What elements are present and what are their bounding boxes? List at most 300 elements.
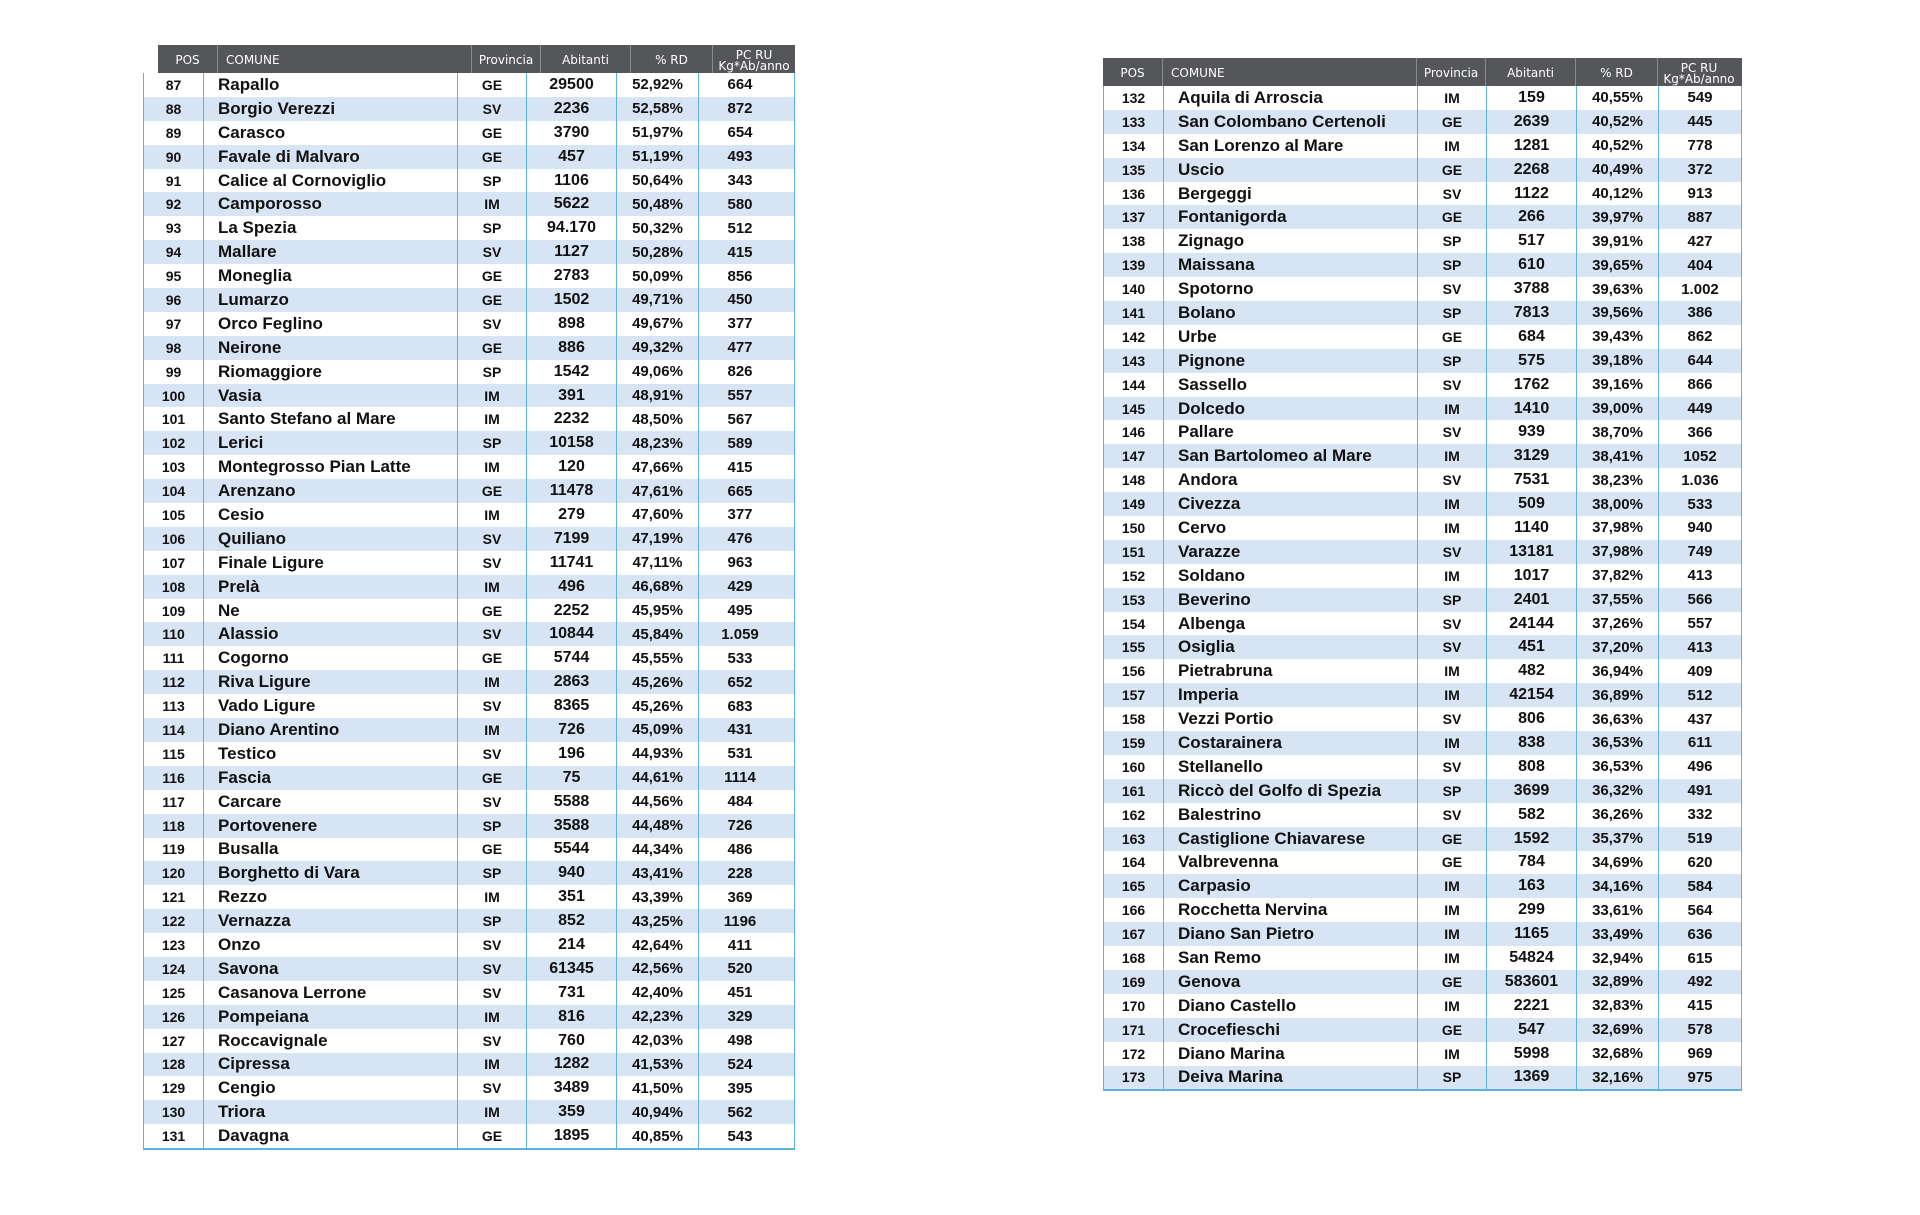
cell-provincia: IM [458, 718, 527, 742]
cell-rd: 45,55% [617, 646, 699, 670]
cell-pos: 103 [144, 455, 204, 479]
cell-pos: 113 [144, 694, 204, 718]
table-row [1104, 420, 1741, 444]
cell-rd: 36,94% [1577, 659, 1659, 683]
cell-pos: 148 [1104, 468, 1164, 492]
cell-rd: 40,94% [617, 1100, 699, 1124]
cell-rd: 45,26% [617, 694, 699, 718]
cell-comune: Cesio [204, 503, 458, 527]
table-row [1104, 827, 1741, 851]
cell-provincia: SV [458, 1076, 527, 1100]
cell-pos: 138 [1104, 229, 1164, 253]
table-row [1104, 851, 1741, 875]
cell-abitanti: 163 [1487, 874, 1577, 898]
cell-comune: Diano San Pietro [1164, 922, 1418, 946]
cell-pc: 415 [727, 458, 753, 476]
cell-provincia: IM [1418, 922, 1487, 946]
cell-abitanti: 3790 [527, 121, 617, 145]
cell-abitanti: 24144 [1487, 612, 1577, 636]
cell-abitanti: 1017 [1487, 564, 1577, 588]
cell-rd: 40,85% [617, 1124, 699, 1148]
cell-provincia: SP [1418, 779, 1487, 803]
cell-pc: 580 [727, 195, 753, 213]
cell-abitanti: 7199 [527, 527, 617, 551]
ranking-table-left [143, 45, 795, 1150]
cell-rd: 37,26% [1577, 612, 1659, 636]
cell-pc: 332 [1687, 806, 1713, 824]
cell-comune: Riccò del Golfo di Spezia [1164, 779, 1418, 803]
cell-rd: 41,50% [617, 1076, 699, 1100]
cell-comune: Camporosso [204, 192, 458, 216]
cell-pc: 329 [727, 1008, 753, 1026]
cell-comune: San Bartolomeo al Mare [1164, 444, 1418, 468]
cell-pc: 564 [1687, 901, 1713, 919]
cell-pc: 620 [1687, 853, 1713, 871]
cell-rd: 32,69% [1577, 1018, 1659, 1042]
cell-pc: 431 [727, 721, 753, 739]
cell-rd: 36,53% [1577, 731, 1659, 755]
cell-provincia: SV [1418, 707, 1487, 731]
cell-pc: 636 [1687, 925, 1713, 943]
cell-comune: Diano Castello [1164, 994, 1418, 1018]
cell-provincia: IM [1418, 898, 1487, 922]
cell-pos: 101 [144, 407, 204, 431]
cell-provincia: GE [458, 479, 527, 503]
cell-comune: Pompeiana [204, 1005, 458, 1029]
cell-comune: Orco Feglino [204, 312, 458, 336]
cell-pos: 164 [1104, 851, 1164, 875]
cell-pc: 1.002 [1681, 280, 1719, 298]
cell-provincia: SV [458, 622, 527, 646]
cell-pos: 155 [1104, 635, 1164, 659]
cell-provincia: SP [458, 909, 527, 933]
cell-pc: 429 [727, 578, 753, 596]
cell-comune: Finale Ligure [204, 551, 458, 575]
cell-provincia: SP [458, 169, 527, 193]
cell-comune: Cogorno [204, 646, 458, 670]
cell-comune: Pietrabruna [1164, 659, 1418, 683]
cell-provincia: SP [458, 216, 527, 240]
cell-pos: 95 [144, 264, 204, 288]
cell-comune: Crocefieschi [1164, 1018, 1418, 1042]
cell-pc: 887 [1687, 208, 1713, 226]
table-row [144, 336, 794, 360]
cell-pc: 826 [727, 363, 753, 381]
cell-provincia: GE [458, 599, 527, 623]
cell-rd: 44,34% [617, 838, 699, 862]
cell-pos: 165 [1104, 874, 1164, 898]
table-row [144, 360, 794, 384]
cell-pos: 88 [144, 97, 204, 121]
cell-provincia: IM [458, 384, 527, 408]
cell-pc: 652 [727, 673, 753, 691]
cell-pos: 151 [1104, 540, 1164, 564]
cell-pos: 169 [1104, 970, 1164, 994]
cell-pc: 1.036 [1681, 471, 1719, 489]
cell-pos: 163 [1104, 827, 1164, 851]
cell-provincia: GE [458, 336, 527, 360]
cell-rd: 45,09% [617, 718, 699, 742]
cell-rd: 42,23% [617, 1005, 699, 1029]
table-row [1104, 1042, 1741, 1066]
cell-provincia: SV [1418, 277, 1487, 301]
cell-abitanti: 5998 [1487, 1042, 1577, 1066]
cell-comune: Pignone [1164, 349, 1418, 373]
table-row [1104, 540, 1741, 564]
table-row [144, 1005, 794, 1029]
cell-rd: 38,00% [1577, 492, 1659, 516]
cell-pos: 100 [144, 384, 204, 408]
cell-abitanti: 359 [527, 1100, 617, 1124]
cell-abitanti: 5744 [527, 646, 617, 670]
cell-rd: 42,03% [617, 1029, 699, 1053]
cell-rd: 36,63% [1577, 707, 1659, 731]
cell-rd: 45,95% [617, 599, 699, 623]
cell-rd: 34,69% [1577, 851, 1659, 875]
table-row [1104, 683, 1741, 707]
cell-pos: 170 [1104, 994, 1164, 1018]
cell-pos: 124 [144, 957, 204, 981]
cell-abitanti: 8365 [527, 694, 617, 718]
cell-abitanti: 575 [1487, 349, 1577, 373]
cell-rd: 32,89% [1577, 970, 1659, 994]
cell-comune: Triora [204, 1100, 458, 1124]
cell-provincia: SV [458, 790, 527, 814]
cell-rd: 35,37% [1577, 827, 1659, 851]
cell-provincia: SV [458, 551, 527, 575]
cell-pc: 484 [727, 793, 753, 811]
cell-provincia: IM [1418, 994, 1487, 1018]
cell-pc: 476 [727, 530, 753, 548]
cell-abitanti: 42154 [1487, 683, 1577, 707]
cell-provincia: SV [1418, 803, 1487, 827]
cell-pos: 116 [144, 766, 204, 790]
cell-pc: 415 [727, 243, 753, 261]
cell-comune: Cipressa [204, 1053, 458, 1077]
cell-rd: 38,23% [1577, 468, 1659, 492]
cell-rd: 42,64% [617, 933, 699, 957]
cell-pc: 866 [1687, 376, 1713, 394]
header-pc [713, 45, 795, 73]
table-row [144, 575, 794, 599]
cell-provincia: GE [1418, 325, 1487, 349]
cell-pos: 94 [144, 240, 204, 264]
cell-pos: 167 [1104, 922, 1164, 946]
header-pc-line2: Kg*Ab/anno [718, 58, 790, 73]
cell-pos: 137 [1104, 205, 1164, 229]
cell-rd: 44,93% [617, 742, 699, 766]
table-row [144, 288, 794, 312]
table-row [144, 599, 794, 623]
cell-provincia: GE [458, 264, 527, 288]
header-provincia: Provincia [1417, 58, 1486, 86]
table-row [144, 909, 794, 933]
table-row [144, 718, 794, 742]
cell-provincia: IM [458, 885, 527, 909]
cell-pos: 107 [144, 551, 204, 575]
header-pos: POS [158, 45, 218, 73]
table-row [144, 121, 794, 145]
cell-abitanti: 1410 [1487, 397, 1577, 421]
cell-provincia: IM [1418, 683, 1487, 707]
cell-comune: Fontanigorda [1164, 205, 1418, 229]
cell-pos: 98 [144, 336, 204, 360]
cell-pc: 343 [727, 172, 753, 189]
cell-rd: 43,41% [617, 861, 699, 885]
cell-pos: 161 [1104, 779, 1164, 803]
cell-comune: Davagna [204, 1124, 458, 1148]
cell-abitanti: 61345 [527, 957, 617, 981]
header-comune: COMUNE [1163, 58, 1417, 86]
cell-pc: 969 [1687, 1045, 1713, 1063]
cell-rd: 36,32% [1577, 779, 1659, 803]
cell-rd: 32,94% [1577, 946, 1659, 970]
cell-abitanti: 838 [1487, 731, 1577, 755]
cell-pos: 143 [1104, 349, 1164, 373]
cell-abitanti: 7813 [1487, 301, 1577, 325]
cell-abitanti: 939 [1487, 420, 1577, 444]
table-row [144, 933, 794, 957]
cell-comune: Imperia [1164, 683, 1418, 707]
cell-provincia: SP [458, 431, 527, 455]
cell-pos: 146 [1104, 420, 1164, 444]
cell-pc: 1052 [1683, 447, 1717, 465]
cell-comune: Busalla [204, 838, 458, 862]
cell-abitanti: 2268 [1487, 158, 1577, 182]
cell-comune: Stellanello [1164, 755, 1418, 779]
cell-rd: 38,41% [1577, 444, 1659, 468]
cell-pos: 171 [1104, 1018, 1164, 1042]
cell-pos: 139 [1104, 253, 1164, 277]
cell-comune: Civezza [1164, 492, 1418, 516]
header-abitanti: Abitanti [1486, 58, 1576, 86]
table-row [144, 1100, 794, 1124]
cell-provincia: IM [1418, 444, 1487, 468]
table-row [144, 431, 794, 455]
cell-abitanti: 5622 [527, 192, 617, 216]
cell-rd: 49,06% [617, 360, 699, 384]
cell-comune: Castiglione Chiavarese [1164, 827, 1418, 851]
cell-provincia: GE [458, 766, 527, 790]
header-pc-line1: PC RU [735, 47, 773, 62]
cell-comune: Alassio [204, 622, 458, 646]
cell-pos: 166 [1104, 898, 1164, 922]
cell-pc: 549 [1687, 89, 1713, 107]
cell-comune: Rezzo [204, 885, 458, 909]
cell-abitanti: 940 [527, 861, 617, 885]
cell-abitanti: 7531 [1487, 468, 1577, 492]
cell-comune: Santo Stefano al Mare [204, 407, 458, 431]
cell-comune: Prelà [204, 575, 458, 599]
table-row [1104, 86, 1741, 110]
cell-pos: 104 [144, 479, 204, 503]
cell-abitanti: 806 [1487, 707, 1577, 731]
cell-pos: 115 [144, 742, 204, 766]
cell-pc: 228 [727, 864, 753, 882]
cell-provincia: SP [458, 360, 527, 384]
cell-pos: 99 [144, 360, 204, 384]
cell-abitanti: 214 [527, 933, 617, 957]
cell-provincia: SV [458, 933, 527, 957]
cell-pc: 1196 [723, 912, 757, 930]
table-row [144, 216, 794, 240]
cell-abitanti: 1165 [1487, 922, 1577, 946]
cell-rd: 45,84% [617, 622, 699, 646]
cell-comune: Riomaggiore [204, 360, 458, 384]
cell-pc: 589 [727, 434, 753, 452]
table-row [144, 1124, 794, 1148]
table-row [144, 957, 794, 981]
cell-provincia: SV [458, 240, 527, 264]
cell-pos: 136 [1104, 182, 1164, 206]
header-abitanti: Abitanti [541, 45, 631, 73]
cell-pos: 132 [1104, 86, 1164, 110]
cell-pc: 496 [1687, 758, 1713, 776]
cell-comune: Onzo [204, 933, 458, 957]
cell-pos: 133 [1104, 110, 1164, 134]
cell-comune: Pallare [1164, 420, 1418, 444]
table-row [144, 885, 794, 909]
cell-rd: 40,49% [1577, 158, 1659, 182]
cell-pc: 665 [727, 482, 753, 500]
cell-pos: 106 [144, 527, 204, 551]
cell-pc: 404 [1687, 256, 1713, 274]
cell-pc: 963 [727, 554, 753, 572]
table-row [144, 646, 794, 670]
cell-comune: Vernazza [204, 909, 458, 933]
cell-comune: Spotorno [1164, 277, 1418, 301]
header-pos: POS [1103, 58, 1163, 86]
table-row [1104, 182, 1741, 206]
table-row [1104, 301, 1741, 325]
cell-pc: 654 [727, 124, 753, 142]
cell-pos: 154 [1104, 612, 1164, 636]
table-row [144, 73, 794, 97]
cell-rd: 39,56% [1577, 301, 1659, 325]
cell-abitanti: 496 [527, 575, 617, 599]
table-row [1104, 659, 1741, 683]
cell-rd: 42,56% [617, 957, 699, 981]
cell-pc: 562 [727, 1103, 753, 1121]
cell-rd: 50,48% [617, 192, 699, 216]
cell-rd: 51,19% [617, 145, 699, 169]
cell-pc: 524 [727, 1055, 753, 1073]
table-row [144, 742, 794, 766]
cell-rd: 49,67% [617, 312, 699, 336]
cell-abitanti: 10844 [527, 622, 617, 646]
table-row [144, 312, 794, 336]
cell-pos: 130 [144, 1100, 204, 1124]
cell-pc: 567 [727, 410, 753, 428]
cell-comune: Roccavignale [204, 1029, 458, 1053]
cell-rd: 40,52% [1577, 110, 1659, 134]
cell-pos: 97 [144, 312, 204, 336]
cell-abitanti: 29500 [527, 73, 617, 97]
cell-abitanti: 11478 [527, 479, 617, 503]
cell-rd: 49,71% [617, 288, 699, 312]
cell-rd: 39,63% [1577, 277, 1659, 301]
cell-provincia: IM [1418, 492, 1487, 516]
cell-rd: 52,92% [617, 73, 699, 97]
cell-provincia: IM [458, 1005, 527, 1029]
cell-provincia: GE [458, 646, 527, 670]
header-rd: % RD [1576, 58, 1658, 86]
cell-pc: 450 [727, 291, 753, 309]
cell-pos: 96 [144, 288, 204, 312]
ranking-table-right [1103, 58, 1742, 1091]
cell-rd: 44,61% [617, 766, 699, 790]
cell-pc: 856 [727, 267, 753, 285]
cell-pos: 118 [144, 814, 204, 838]
cell-provincia: SV [458, 1029, 527, 1053]
cell-abitanti: 457 [527, 145, 617, 169]
cell-pos: 90 [144, 145, 204, 169]
cell-abitanti: 159 [1487, 86, 1577, 110]
cell-pc: 437 [1687, 710, 1713, 728]
cell-abitanti: 509 [1487, 492, 1577, 516]
cell-comune: Sassello [1164, 373, 1418, 397]
cell-abitanti: 3129 [1487, 444, 1577, 468]
cell-rd: 42,40% [617, 981, 699, 1005]
cell-provincia: SV [1418, 635, 1487, 659]
cell-pos: 114 [144, 718, 204, 742]
cell-rd: 39,91% [1577, 229, 1659, 253]
cell-provincia: GE [1418, 1018, 1487, 1042]
cell-abitanti: 760 [527, 1029, 617, 1053]
cell-comune: Aquila di Arroscia [1164, 86, 1418, 110]
cell-pc: 512 [727, 219, 753, 237]
cell-provincia: IM [1418, 397, 1487, 421]
cell-abitanti: 1281 [1487, 134, 1577, 158]
cell-rd: 47,61% [617, 479, 699, 503]
cell-pos: 131 [144, 1124, 204, 1148]
cell-pos: 150 [1104, 516, 1164, 540]
cell-provincia: IM [1418, 1042, 1487, 1066]
cell-pc: 1114 [724, 769, 756, 787]
cell-rd: 39,16% [1577, 373, 1659, 397]
cell-pos: 93 [144, 216, 204, 240]
cell-pc: 566 [1687, 591, 1713, 609]
cell-pc: 749 [1687, 543, 1713, 561]
cell-comune: Portovenere [204, 814, 458, 838]
cell-rd: 49,32% [617, 336, 699, 360]
table-header [158, 45, 795, 73]
cell-comune: Carpasio [1164, 874, 1418, 898]
cell-pos: 105 [144, 503, 204, 527]
table-row [144, 838, 794, 862]
cell-pos: 159 [1104, 731, 1164, 755]
table-row [144, 97, 794, 121]
cell-abitanti: 731 [527, 981, 617, 1005]
cell-provincia: GE [1418, 827, 1487, 851]
cell-rd: 43,39% [617, 885, 699, 909]
cell-comune: Mallare [204, 240, 458, 264]
table-row [144, 527, 794, 551]
cell-provincia: SP [1418, 301, 1487, 325]
cell-comune: Soldano [1164, 564, 1418, 588]
cell-comune: Balestrino [1164, 803, 1418, 827]
cell-comune: Rapallo [204, 73, 458, 97]
cell-pc: 411 [727, 936, 753, 954]
cell-abitanti: 2221 [1487, 994, 1577, 1018]
cell-pc: 519 [1687, 830, 1713, 848]
cell-comune: Casanova Lerrone [204, 981, 458, 1005]
cell-rd: 47,66% [617, 455, 699, 479]
cell-pc: 520 [727, 960, 753, 978]
cell-abitanti: 1542 [527, 360, 617, 384]
cell-abitanti: 1502 [527, 288, 617, 312]
cell-pc: 557 [727, 387, 753, 405]
